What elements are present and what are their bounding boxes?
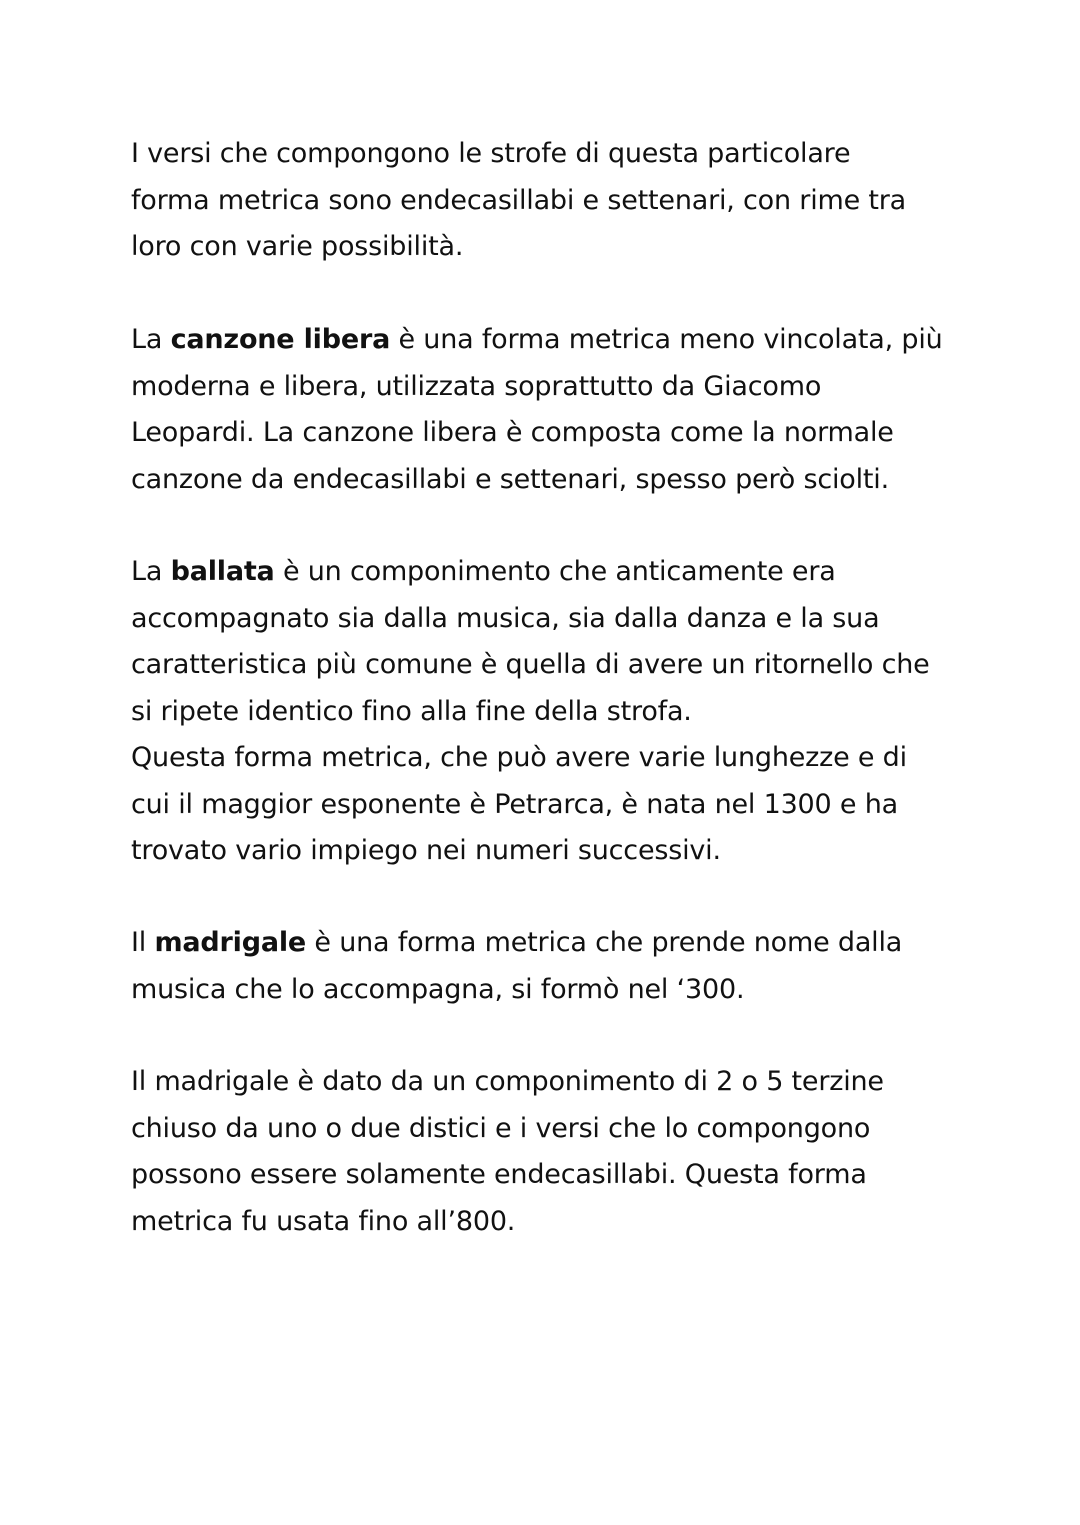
term-canzone-libera: canzone libera xyxy=(170,324,391,355)
text-run: è un componimento che anticamente era xyxy=(274,556,836,587)
paragraph-madrigale xyxy=(131,920,961,1013)
text-line xyxy=(131,549,961,596)
text-line: Leopardi. La canzone libera è composta come la normale xyxy=(131,417,894,448)
text-line: cui il maggior esponente è Petrarca, è nata nel 1300 e ha xyxy=(131,788,898,820)
term-ballata: ballata xyxy=(170,556,275,587)
text-line: chiuso da uno o due distici e i versi che lo compongono xyxy=(131,1112,871,1144)
text-line: loro con varie possibilità. xyxy=(131,231,464,262)
paragraph-ballata xyxy=(131,549,961,875)
text-line: musica che lo accompagna, si formò nel ‘300. xyxy=(131,973,745,1005)
text-run: è una forma metrica che prende nome dalla xyxy=(306,927,903,958)
term-madrigale: madrigale xyxy=(154,927,307,958)
paragraph-madrigale-struttura xyxy=(131,1059,961,1245)
text-line: Questa forma metrica, che può avere varie lunghezze e di xyxy=(131,742,907,773)
paragraph-canzone-libera xyxy=(131,317,961,503)
text-line: I versi che compongono le strofe di questa particolare xyxy=(131,138,851,169)
text-line: canzone da endecasillabi e settenari, spesso però sciolti. xyxy=(131,463,889,495)
text-line: possono essere solamente endecasillabi. Questa forma xyxy=(131,1159,867,1190)
text-line: accompagnato sia dalla musica, sia dalla danza e la sua xyxy=(131,602,880,634)
paragraph-versi xyxy=(131,131,961,271)
text-line: trovato vario impiego nei numeri successivi. xyxy=(131,835,721,866)
text-line xyxy=(131,920,961,967)
text-run: è una forma metrica meno vincolata, più xyxy=(390,324,943,355)
text-line: si ripete identico fino alla fine della strofa. xyxy=(131,695,692,727)
text-line: moderna e libera, utilizzata soprattutto da Giacomo xyxy=(131,370,822,402)
text-line: caratteristica più comune è quella di avere un ritornello che xyxy=(131,649,930,680)
text-run: Il xyxy=(131,927,155,958)
text-line: metrica fu usata fino all’800. xyxy=(131,1205,516,1237)
text-line xyxy=(131,317,961,364)
text-line: Il madrigale è dato da un componimento di 2 o 5 terzine xyxy=(131,1066,884,1097)
text-run: La xyxy=(131,556,171,587)
text-run: La xyxy=(131,324,171,355)
text-line: forma metrica sono endecasillabi e settenari, con rime tra xyxy=(131,184,907,216)
